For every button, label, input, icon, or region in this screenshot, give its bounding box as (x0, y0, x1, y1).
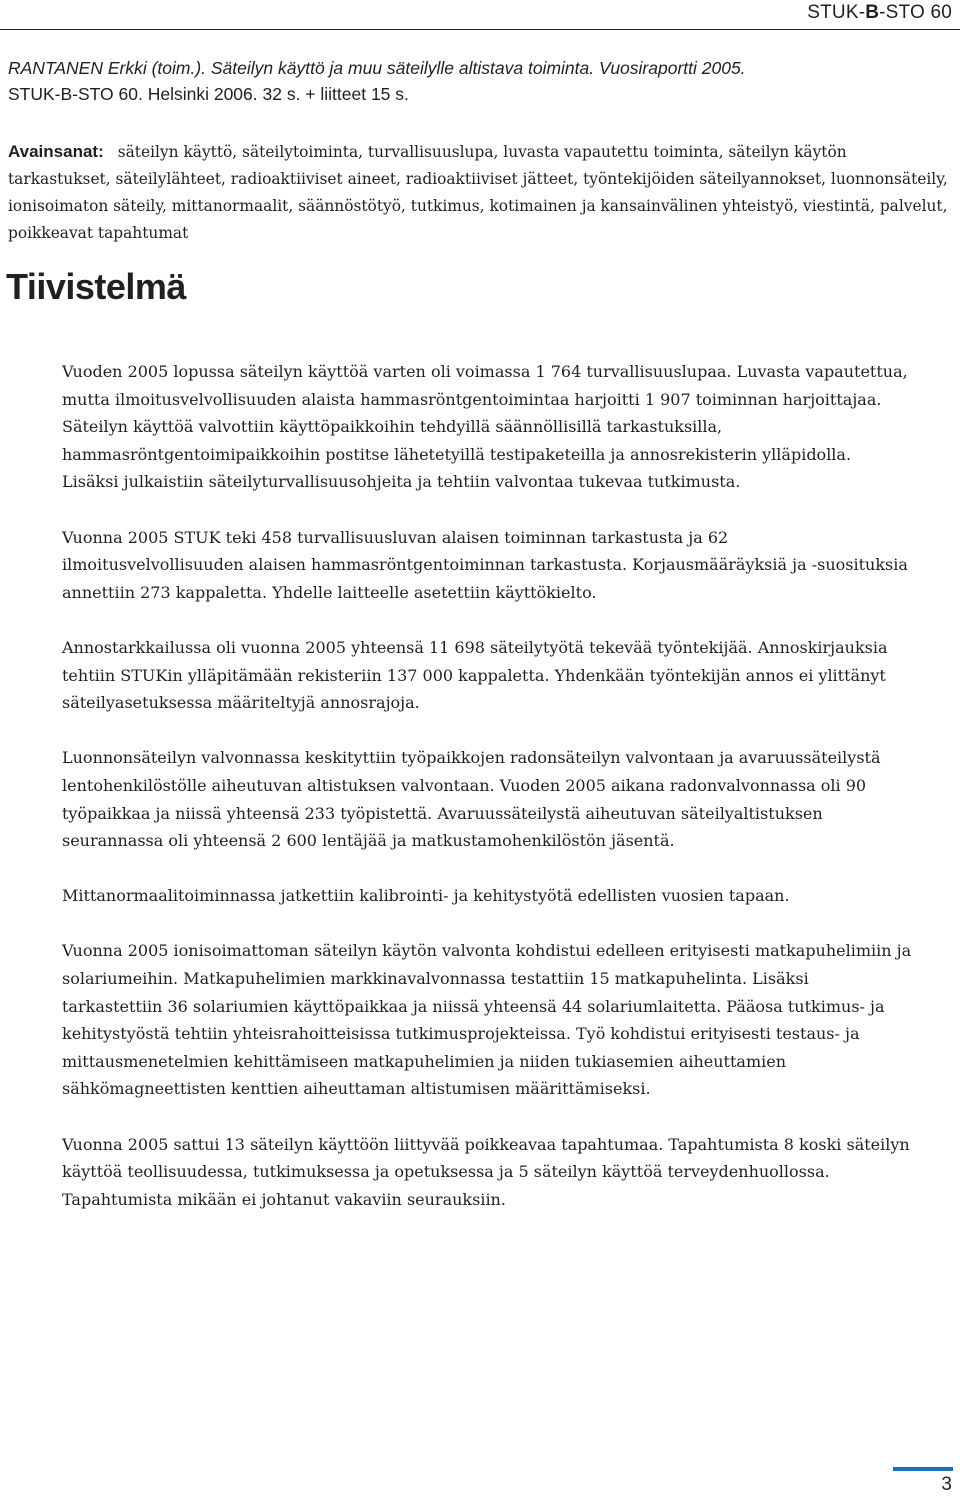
page-number: 3 (941, 1474, 952, 1495)
abstract-paragraph: Luonnonsäteilyn valvonnassa keskityttiin työpaikkojen radonsäteilyn valvontaan ja avaruussäteilystä lentohenkilöstölle aiheutuvan altistuksen valvontaan. Vuoden 2005 aikana radonvalvonnassa oli 90 työpaikkaa ja niissä yhteensä 233 työpistettä. Avaruussäteilystä aiheutuvan säteilyaltistuksen seurannassa oli yhteensä 2 600 lentäjää ja matkustamohenkilöstön jäsentä. (62, 748, 881, 851)
abstract-paragraph: Vuonna 2005 sattui 13 säteilyn käyttöön liittyvää poikkeavaa tapahtumaa. Tapahtumista 8 koski säteilyn käyttöä teollisuudessa, tutkimuksessa ja opetuksessa ja 5 säteilyn käyttöä terveydenhuollossa. Tapahtumista mikään ei johtanut vakaviin seurauksiin. (62, 1134, 910, 1209)
footer-accent-bar (893, 1467, 953, 1471)
abstract-paragraph: Vuonna 2005 STUK teki 458 turvallisuusluvan alaisen toiminnan tarkastusta ja 62 ilmoitusvelvollisuuden alaisen hammasröntgentoiminnan tarkastusta. Korjausmääräyksiä ja -suosituksia annettiin 273 kappaletta. Yhdelle laitteelle asetettiin käyttökielto. (62, 527, 908, 602)
report-series-code (807, 2, 952, 24)
abstract-paragraph: Vuonna 2005 ionisoimattoman säteilyn käytön valvonta kohdistui edelleen erityisesti matkapuhelimiin ja solariumeihin. Matkapuhelimien markkinavalvonnassa testattiin 15 matkapuhelinta. Lisäksi tarkastettiin 36 solariumien käyttöpaikkaa ja niissä yhteensä 44 solariumlaitetta. Pääosa tutkimus- ja kehitystyöstä tehtiin yhteisrahoitteisissa tutkimusprojekteissa. Työ kohdistui erityisesti testaus- ja mittausmenetelmien kehittämiseen matkapuhelimien ja niiden tukiasemien aiheuttamien sähkömagneettisten kenttien aiheuttaman altistumisen määrittämiseksi. (62, 941, 912, 1099)
citation-plain: STUK-B-STO 60. Helsinki 2006. 32 s. + liitteet 15 s. (8, 84, 409, 104)
bibliographic-citation (8, 55, 948, 107)
citation-italic: RANTANEN Erkki (toim.). Säteilyn käyttö ja muu säteilylle altistava toiminta. Vuosiraportti 2005. (8, 58, 746, 78)
abstract-paragraph: Annostarkkailussa oli vuonna 2005 yhteensä 11 698 säteilytyötä tekevää työntekijää. Annoskirjauksia tehtiin STUKin ylläpitämään rekisteriin 137 000 kappaletta. Yhdenkään työntekijän annos ei ylittänyt säteilyasetuksessa määriteltyjä annosrajoja. (62, 637, 888, 713)
page-title: Tiivistelmä (6, 266, 186, 307)
abstract-body (62, 358, 912, 1241)
keywords-block (8, 138, 953, 247)
keywords-label: Avainsanat: (8, 142, 104, 161)
header-divider (0, 29, 960, 30)
keywords-text: säteilyn käyttö, säteilytoiminta, turvallisuuslupa, luvasta vapautettu toiminta, säteilyn käytön tarkastukset, säteilylähteet, radioaktiiviset aineet, radioaktiiviset jätteet, työntekijöiden säteilyannokset, luonnonsäteily, ionisoimaton säteily, mittanormaalit, säännöstötyö, tutkimus, kotimainen ja kansainvälinen yhteistyö, viestintä, palvelut, poikkeavat tapahtumat (8, 143, 948, 242)
abstract-paragraph: Vuoden 2005 lopussa säteilyn käyttöä varten oli voimassa 1 764 turvallisuuslupaa. Luvasta vapautettua, mutta ilmoitusvelvollisuuden alaista hammasröntgentoimintaa harjoitti 1 907 toiminnan harjoittajaa. Säteilyn käyttöä valvottiin käyttöpaikkoihin tehdyillä säännöllisillä tarkastuksilla, hammasröntgentoimipaikkoihin postitse lähetetyillä testipaketeilla ja annosrekisterin ylläpidolla. Lisäksi julkaistiin säteilyturvallisuusohjeita ja tehtiin valvontaa tukevaa tutkimusta. (62, 362, 908, 492)
abstract-paragraph: Mittanormaalitoiminnassa jatkettiin kalibrointi- ja kehitystyötä edellisten vuosien tapaan. (62, 886, 790, 906)
series-code-suffix: -STO 60 (879, 2, 952, 23)
series-code-prefix: STUK- (807, 2, 866, 23)
series-code-bold: B (865, 2, 880, 23)
